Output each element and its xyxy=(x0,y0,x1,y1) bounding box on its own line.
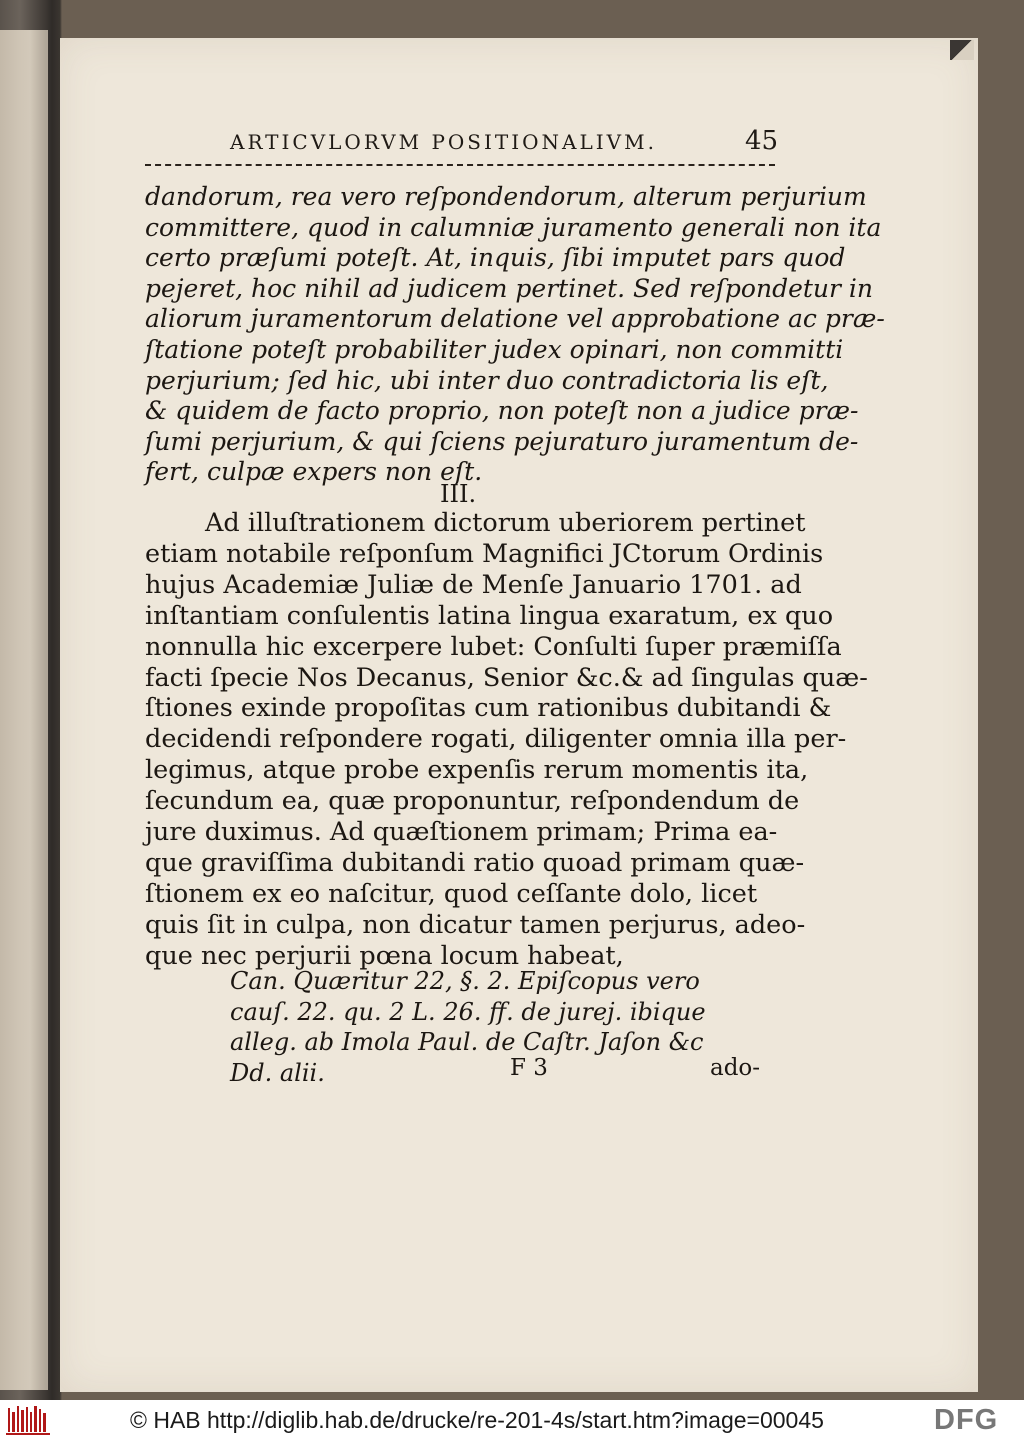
text-line: ſecundum ea, quæ proponuntur, reſpondendum de xyxy=(145,786,800,817)
text-line: legimus, atque probe expenſis rerum momentis ita, xyxy=(145,755,809,786)
hab-barcode-logo-icon xyxy=(6,1404,50,1436)
text-line: pejeret, hoc nihil ad judicem pertinet. Sed reſpondetur in xyxy=(145,273,874,303)
text-line: dandorum, rea vero reſpondendorum, alterum perjurium xyxy=(145,182,867,211)
italic-paragraph xyxy=(145,182,885,488)
text-line: ſumi perjurium, & qui ſciens pejuraturo juramentum de- xyxy=(145,426,859,456)
text-line: etiam notabile reſponſum Magnifici JCtorum Ordinis xyxy=(145,538,824,569)
text-line: decidendi reſpondere rogati, diligenter omnia illa per- xyxy=(145,724,847,755)
page-number: 45 xyxy=(745,126,779,156)
text-line: ſtiones exinde propoſitas cum rationibus dubitandi & xyxy=(145,693,832,724)
text-line: Ad illuſtrationem dictorum uberiorem pertinet xyxy=(205,508,806,538)
dfg-logo: DFG xyxy=(934,1404,999,1436)
note-line: Dd. alii. xyxy=(230,1058,325,1087)
catchword: ado- xyxy=(710,1055,761,1081)
text-line: ſtionem ex eo naſcitur, quod ceſſante dolo, licet xyxy=(145,878,758,909)
text-line: ſtatione poteſt probabiliter judex opinari, non committi xyxy=(145,334,844,364)
text-line: & quidem de facto proprio, non poteſt non a judice præ- xyxy=(145,396,859,426)
text-line: aliorum juramentorum delatione vel approbatione ac præ- xyxy=(145,304,885,334)
signature-mark: F 3 xyxy=(510,1055,548,1081)
text-line: facti ſpecie Nos Decanus, Senior &c.& ad ſingulas quæ- xyxy=(145,662,868,693)
note-line: cauſ. 22. qu. 2 L. 26. ff. de jurej. ibique xyxy=(230,997,706,1026)
header-rule xyxy=(145,164,775,166)
citation-note xyxy=(230,966,706,1088)
text-line: fert, culpæ expers non eſt. xyxy=(145,457,483,487)
footer-bar xyxy=(0,1400,1024,1439)
text-line: nonnulla hic excerpere lubet: Conſulti ſuper præmiſſa xyxy=(145,631,842,662)
text-line: perjurium; ſed hic, ubi inter duo contradictoria lis eſt, xyxy=(145,365,829,395)
text-line: que nec perjurii pœna locum habeat, xyxy=(145,940,624,971)
text-line: inſtantiam conſulentis latina lingua exaratum, ex quo xyxy=(145,600,834,631)
text-line: committere, quod in calumniæ juramento generali non ita xyxy=(145,212,882,242)
section-number: III. xyxy=(440,480,477,508)
text-line: certo præſumi poteſt. At, inquis, ſibi imputet pars quod xyxy=(145,243,846,273)
running-head xyxy=(230,126,779,160)
text-line: que graviſſima dubitandi ratio quoad primam quæ- xyxy=(145,847,805,878)
note-line: alleg. ab Imola Paul. de Caſtr. Jaſon &c xyxy=(230,1028,704,1056)
copyright-url[interactable]: © HAB http://diglib.hab.de/drucke/re-201-4s/start.htm?image=00045 xyxy=(130,1407,824,1433)
body-paragraph xyxy=(145,508,868,972)
page-corner xyxy=(950,40,974,60)
text-line: quis ſit in culpa, non dicatur tamen perjurus, adeo- xyxy=(145,909,806,940)
facing-page-edge xyxy=(0,30,48,1390)
text-line: hujus Academiæ Juliæ de Menſe Januario 1701. ad xyxy=(145,569,802,600)
text-line: jure duximus. Ad quæſtionem primam; Prima ea- xyxy=(145,817,778,848)
note-line: Can. Quæritur 22, §. 2. Epiſcopus vero xyxy=(230,967,700,995)
running-title: ARTICVLORVM POSITIONALIVM. xyxy=(230,130,657,154)
